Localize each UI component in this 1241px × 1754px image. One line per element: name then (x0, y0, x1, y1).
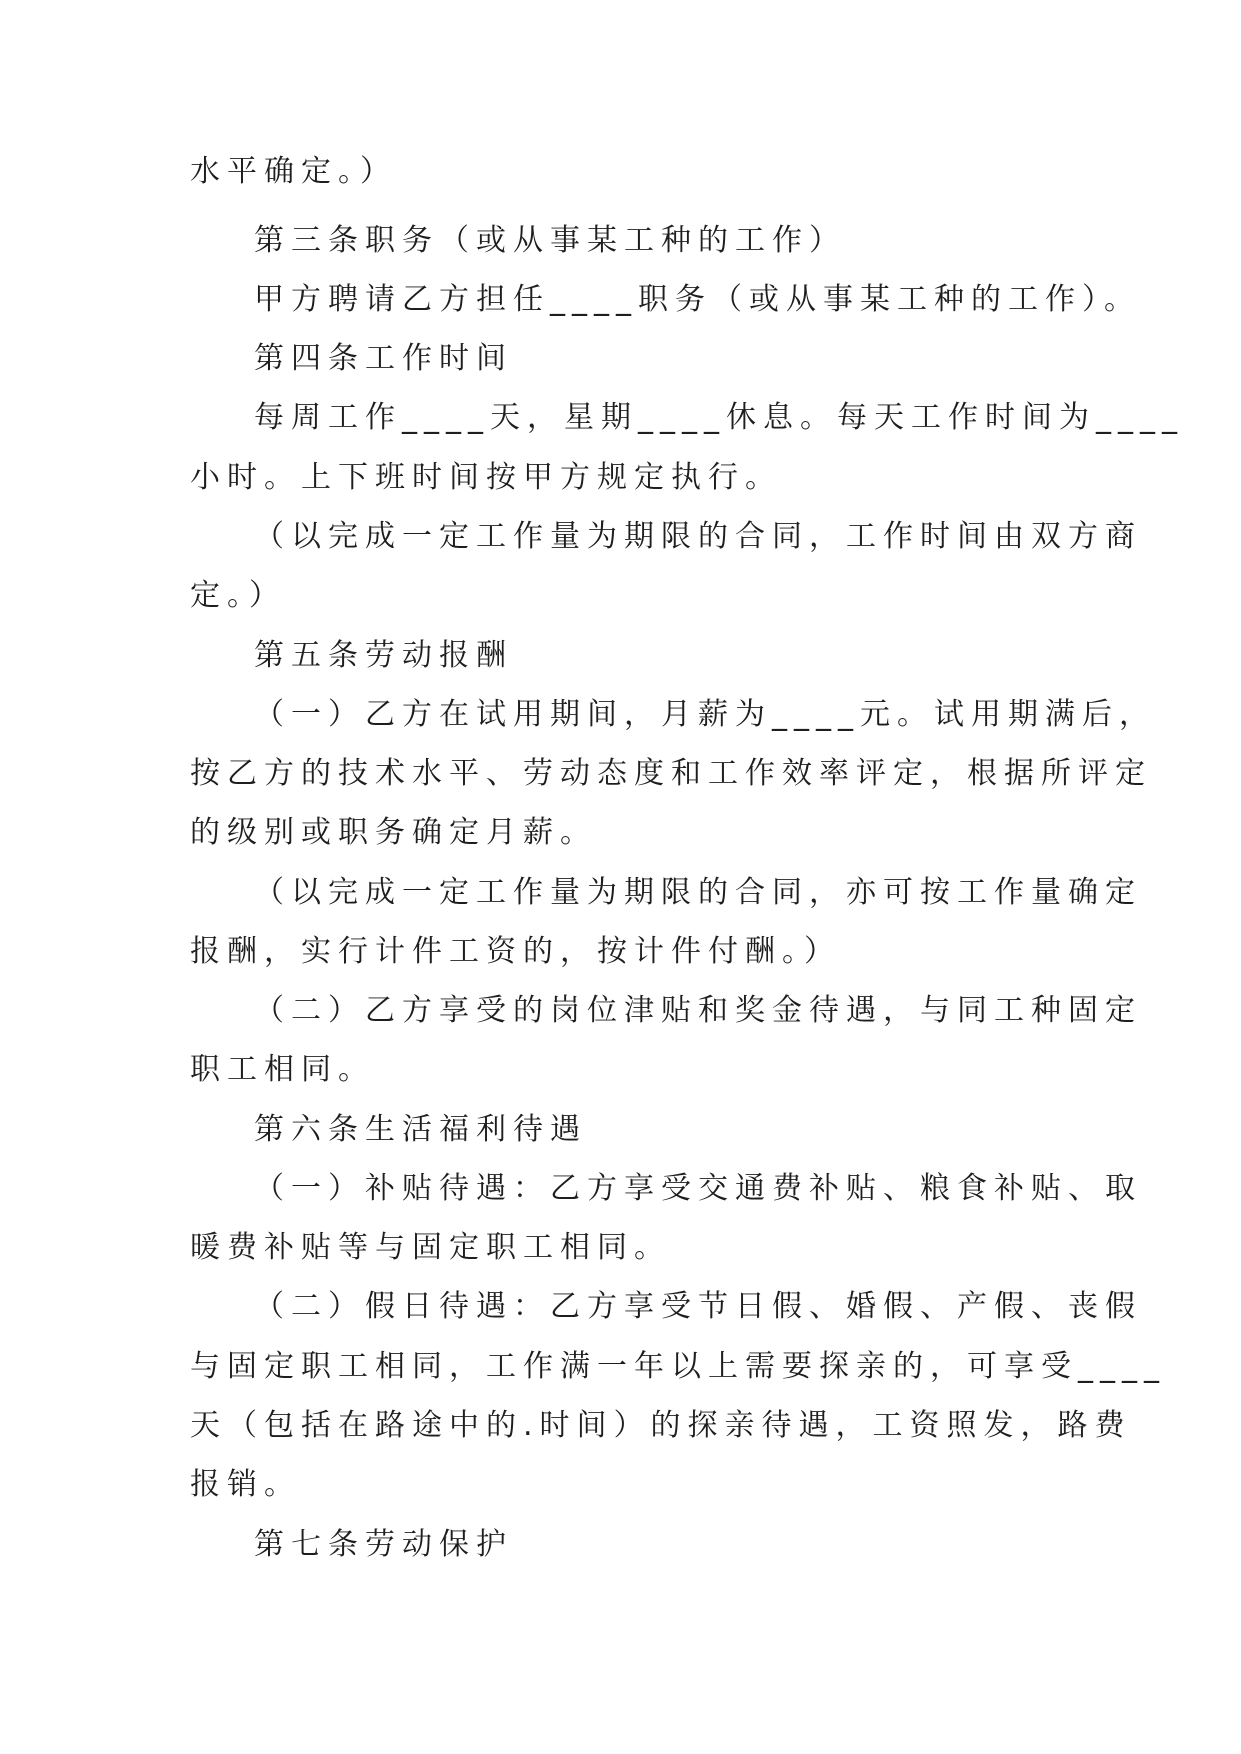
text-line: 报酬，实行计件工资的，按计件付酬。） (190, 934, 841, 969)
text-line: 报销。 (190, 1467, 301, 1502)
text-line: （一）乙方在试用期间，月薪为____元。试用期满后， (254, 697, 1156, 732)
text-line: （一）补贴待遇：乙方享受交通费补贴、粮食补贴、取 (254, 1171, 1142, 1206)
article-heading: 第五条劳动报酬 (254, 638, 513, 673)
article-heading: 第四条工作时间 (254, 341, 513, 376)
text-line: 天（包括在路途中的.时间）的探亲待遇，工资照发，路费 (190, 1408, 1132, 1443)
text-line: 定。） (190, 578, 286, 613)
text-line: 甲方聘请乙方担任____职务（或从事某工种的工作）。 (254, 282, 1141, 317)
text-line: 小时。上下班时间按甲方规定执行。 (190, 460, 782, 495)
text-line: （以完成一定工作量为期限的合同，工作时间由双方商 (254, 519, 1142, 554)
article-heading: 第六条生活福利待遇 (254, 1112, 587, 1147)
text-line: （以完成一定工作量为期限的合同，亦可按工作量确定 (254, 875, 1142, 910)
text-line: 与固定职工相同，工作满一年以上需要探亲的，可享受____ (190, 1349, 1166, 1384)
article-heading: 第七条劳动保护 (254, 1527, 513, 1562)
article-heading: 第三条职务（或从事某工种的工作） (254, 223, 846, 258)
text-line: 按乙方的技术水平、劳动态度和工作效率评定，根据所评定 (190, 756, 1152, 791)
text-line: 的级别或职务确定月薪。 (190, 815, 597, 850)
text-line: 职工相同。 (190, 1052, 375, 1087)
text-line: （二）乙方享受的岗位津贴和奖金待遇，与同工种固定 (254, 993, 1142, 1028)
text-line: 暖费补贴等与固定职工相同。 (190, 1230, 671, 1265)
text-line: 每周工作____天，星期____休息。每天工作时间为____ (254, 400, 1184, 435)
text-line: （二）假日待遇：乙方享受节日假、婚假、产假、丧假 (254, 1289, 1142, 1324)
text-line: 水平确定。） (190, 154, 397, 189)
